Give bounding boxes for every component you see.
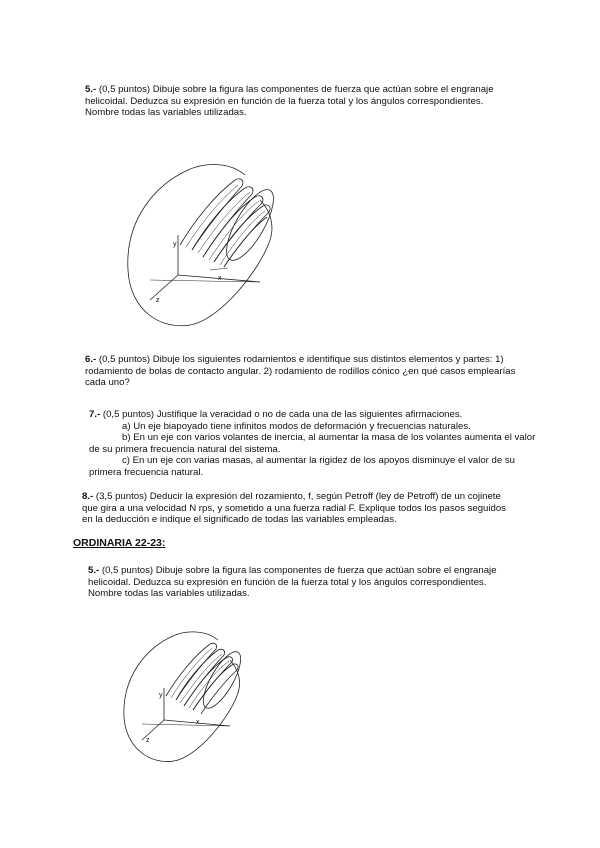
question-8: 8.- (3,5 puntos) Deducir la expresión del rozamiento, f, según Petroff (ley de Petroff) de un cojinete que gira a una velocidad N rps, y sometido a una fuerza radial F. Explique todos los pasos seguidos en la deducción e indique el significado de todas las variables empleadas. — [82, 491, 506, 526]
question-6: 6.- (0,5 puntos) Dibuje los siguientes rodamientos e identifique sus distintos elementos y partes: 1) rodamiento de bolas de contacto angular. 2) rodamiento de rodillos cónico ¿en qué casos emplearías cada uno? — [85, 354, 516, 389]
helical-gear-figure-1 — [120, 150, 290, 335]
helical-gear-figure-2 — [118, 620, 253, 770]
statement-a: a) Un eje biapoyado tiene infinitos modos de deformación y frecuencias naturales. — [122, 420, 471, 432]
x-axis-label: x — [218, 275, 222, 282]
y-axis-label-2: y — [159, 692, 163, 699]
z-axis-label: z — [156, 297, 160, 304]
question-5-first: 5.- (0,5 puntos) Dibuje sobre la figura las componentes de fuerza que actúan sobre el engranaje helicoidal. Deduzca su expresión en función de la fuerza total y los ángulos correspondientes. Nombre todas las variables utilizadas. — [85, 84, 494, 119]
z-axis-label-2: z — [146, 737, 150, 744]
question-5-second: 5.- (0,5 puntos) Dibuje sobre la figura las componentes de fuerza que actúan sobre el engranaje helicoidal. Deduzca su expresión en función de la fuerza total y los ángulos correspondientes. Nombre todas las variables utilizadas. — [88, 565, 497, 600]
question-7: 7.- (0,5 puntos) Justifique la veracidad o no de cada una de las siguientes afirmaciones. a) Un eje biapoyado tiene infinitos modos de deformación y frecuencias naturales. b) En un eje con varios volantes de inercia, al aumentar la masa de los volantes aumenta el valor de su primera frecuencia natural del sistema. c) En un eje con varias masas, al aumentar la rigidez de los apoyos disminuye el valor de su primera frecuencia natural. — [89, 409, 536, 478]
x-axis-label-2: x — [196, 719, 200, 726]
section-heading: ORDINARIA 22-23: — [73, 537, 166, 549]
statement-c: c) En un eje con varias masas, al aumentar la rigidez de los apoyos disminuye el valor de su — [122, 455, 516, 467]
y-axis-label: y — [173, 241, 177, 248]
statement-b: b) En un eje con varios volantes de inercia, al aumentar la masa de los volantes aumenta el valor — [122, 432, 536, 444]
